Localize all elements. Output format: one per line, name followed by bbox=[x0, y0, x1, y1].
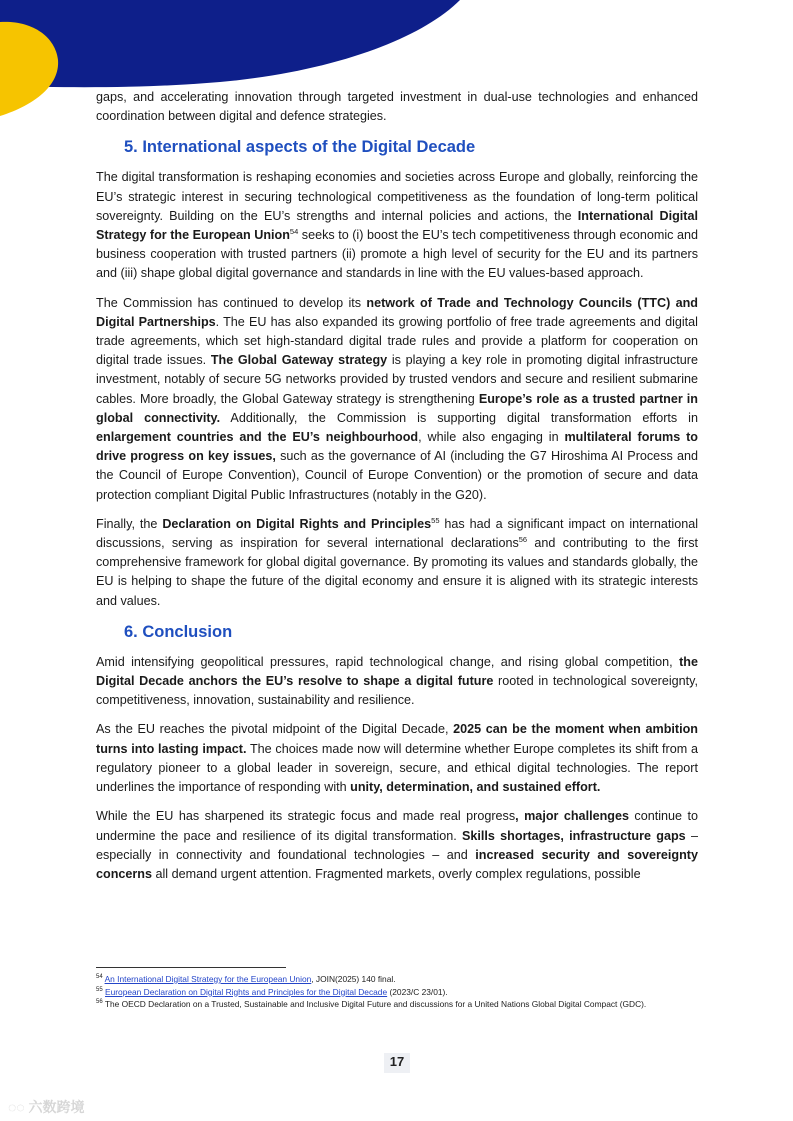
navy-wave-shape bbox=[0, 0, 460, 87]
section-6-paragraph-2: As the EU reaches the pivotal midpoint of the Digital Decade, 2025 can be the moment when ambition turns into lasting impact. The choices made now will determine whether Europe completes its shift from a regulatory pioneer to a global leader in sovereign, secure, and ethical digital technologies. The report underlines the importance of responding with unity, determination, and sustained effort. bbox=[96, 722, 698, 795]
section-5-paragraph-3: Finally, the Declaration on Digital Rights and Principles$^{55}$ has had a significant impact on international discussions, serving as inspiration for several international declarations$^{56}$ and contributing to the first comprehensive framework for global digital governance. By promoting its values and standards globally, the EU is helping to shape the future of the digital economy and ensure it is aligned with its strategic interests and values. bbox=[96, 515, 698, 608]
footnote-divider bbox=[96, 967, 286, 968]
bold-phrase: Skills shortages, infrastructure gaps bbox=[462, 828, 686, 843]
watermark-logo: ◌◌ 六数跨境 bbox=[8, 1099, 85, 1115]
footnote-55: $^{55}$ European Declaration on Digital Rights and Principles for the Digital Decade (2023/C 23/01). bbox=[96, 986, 448, 997]
footnote-56: $^{56}$ The OECD Declaration on a Trusted, Sustainable and Inclusive Digital Future and discussions for a United Nations Global Digital Compact (GDC). bbox=[96, 999, 647, 1010]
footnote-ref-55[interactable]: 55 bbox=[431, 515, 440, 525]
section-5-paragraph-2: The Commission has continued to develop its network of Trade and Technology Councils (TTC) and Digital Partnerships. The EU has also expanded its growing portfolio of free trade agreements and digital trade agreements, which set high-standard digital trade rules and provide a platform for cooperation on digital trade issues. The Global Gateway strategy is playing a key role in promoting digital infrastructure investment, notably of secure 5G networks provided by trusted vendors and secure and resilient submarine cables. More broadly, the Global Gateway strategy is strengthening Europe’s role as a trusted partner in global connectivity. Additionally, the Commission is supporting digital transformation efforts in enlargement countries and the EU’s neighbourhood, while also engaging in multilateral forums to drive progress on key issues, such as the governance of AI (including the G7 Hiroshima AI Process and the Council of Europe Convention), Council of Europe Convention) or the promotion of secure and data protection compliant Digital Public Infrastructures (notably in the G20). bbox=[96, 295, 698, 502]
bold-phrase: Europe’s role as a trusted partner in global connectivity. bbox=[96, 391, 698, 425]
footnote-55-link[interactable]: European Declaration on Digital Rights and Principles for the Digital Decade bbox=[105, 986, 388, 997]
section-6-heading: 6. Conclusion bbox=[124, 622, 233, 641]
bold-phrase: enlargement countries and the EU’s neighbourhood bbox=[96, 430, 419, 445]
footnote-ref-56[interactable]: 56 bbox=[518, 534, 528, 544]
footnotes bbox=[96, 973, 698, 1011]
bold-phrase: network of Trade and Technology Councils (TTC) and Digital Partnerships bbox=[96, 295, 698, 329]
bold-phrase: , major challenges bbox=[515, 809, 629, 824]
footnote-ref-54[interactable]: 54 bbox=[289, 226, 299, 236]
bold-phrase: 2025 can be the moment when ambition turns into lasting impact. bbox=[96, 722, 698, 756]
bold-phrase: multilateral forums to drive progress on key issues, bbox=[96, 430, 698, 464]
bold-phrase: International Digital Strategy for the European Union bbox=[96, 208, 698, 243]
section-6-paragraph-3: While the EU has sharpened its strategic focus and made real progress, major challenges continue to undermine the pace and resilience of its digital transformation. Skills shortages, infrastructure gaps – especially in connectivity and foundational technologies – and increased security and sovereignty concerns all demand urgent attention. Fragmented markets, overly complex regulations, possible bbox=[96, 809, 699, 881]
section-6-paragraph-1: Amid intensifying geopolitical pressures, rapid technological change, and rising global competition, the Digital Decade anchors the EU’s resolve to shape a digital future rooted in technological sovereignty, competitiveness, innovation, sustainability and resilience. bbox=[96, 654, 698, 708]
bold-phrase: increased security and sovereignty concerns bbox=[96, 847, 698, 881]
bold-phrase: the Digital Decade anchors the EU’s resolve to shape a digital future bbox=[96, 654, 698, 689]
footnote-54-link[interactable]: An International Digital Strategy for the European Union bbox=[104, 974, 312, 984]
watermark-icon: ◌◌ bbox=[8, 1099, 29, 1115]
page-number: 17 bbox=[389, 1054, 405, 1069]
bold-phrase: Declaration on Digital Rights and Principles bbox=[162, 516, 432, 531]
page-body bbox=[96, 88, 698, 894]
section-5-heading: 5. International aspects of the Digital Decade bbox=[124, 138, 476, 157]
intro-paragraph: gaps, and accelerating innovation through targeted investment in dual-use technologies and enhanced coordination between digital and defence strategies. bbox=[96, 90, 698, 124]
footnote-54: $^{54}$ An International Digital Strategy for the European Union, JOIN(2025) 140 final. bbox=[96, 974, 396, 984]
bold-phrase: The Global Gateway strategy bbox=[210, 353, 388, 368]
bold-phrase: unity, determination, and sustained effort. bbox=[350, 780, 601, 795]
section-5-paragraph-1: The digital transformation is reshaping economies and societies across Europe and globally, reinforcing the EU’s strategic interest in securing technological competitiveness as the foundation of long-term political sovereignty. Building on the EU’s strengths and internal policies and actions, the International Digital Strategy for the European Union$^{54}$ seeks to (i) boost the EU’s tech competitiveness through economic and business cooperation with trusted partners (ii) promote a high level of security for the EU and its partners and (iii) shape global digital governance and standards in line with the EU values-based approach. bbox=[96, 170, 698, 281]
